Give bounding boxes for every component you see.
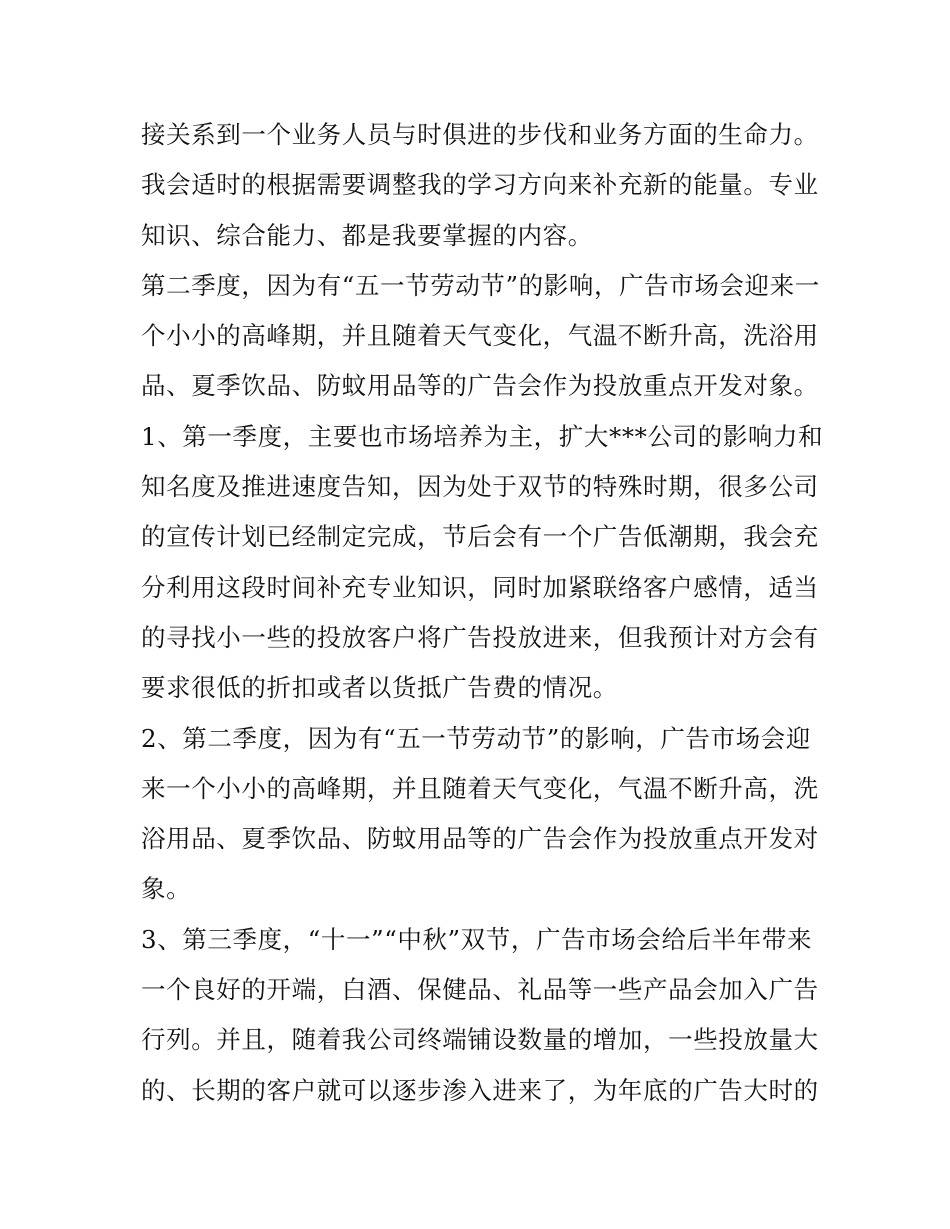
text-line: 1、第一季度，主要也市场培养为主，扩大***公司的影响力和 (141, 421, 824, 451)
text-line: 行列。并且，随着我公司终端铺设数量的增加，一些投放量大 (141, 1025, 819, 1055)
text-line: 分利用这段时间补充专业知识，同时加紧联络客户感情，适当 (141, 572, 819, 602)
text-line: 的寻找小一些的投放客户将广告投放进来，但我预计对方会有 (141, 622, 819, 652)
text-line: 知名度及推进速度告知，因为处于双节的特殊时期，很多公司 (141, 472, 819, 502)
text-line: 一个良好的开端，白酒、保健品、礼品等一些产品会加入广告 (141, 975, 819, 1005)
document-body (141, 110, 824, 1116)
text-line: 的宣传计划已经制定完成，节后会有一个广告低潮期，我会充 (141, 522, 819, 552)
text-line: 我会适时的根据需要调整我的学习方向来补充新的能量。专业 (141, 170, 819, 200)
text-line: 2、第二季度，因为有“五一节劳动节”的影响，广告市场会迎 (141, 723, 811, 753)
text-line: 浴用品、夏季饮品、防蚊用品等的广告会作为投放重点开发对 (141, 824, 819, 854)
text-line: 个小小的高峰期，并且随着天气变化，气温不断升高，洗浴用 (141, 321, 819, 351)
text-line: 第二季度，因为有“五一节劳动节”的影响，广告市场会迎来一 (141, 270, 820, 300)
text-line: 知识、综合能力、都是我要掌握的内容。 (141, 220, 593, 250)
text-line: 的、长期的客户就可以逐步渗入进来了，为年底的广告大时的 (141, 1075, 819, 1105)
text-line: 接关系到一个业务人员与时俱进的步伐和业务方面的生命力。 (141, 120, 819, 149)
text-line: 象。 (141, 874, 192, 904)
text-line: 要求很低的折扣或者以货抵广告费的情况。 (141, 673, 618, 703)
text-line: 3、第三季度，“十一”“中秋”双节，广告市场会给后半年带来 (141, 924, 813, 954)
text-line: 来一个小小的高峰期，并且随着天气变化，气温不断升高，洗 (141, 773, 819, 803)
text-line: 品、夏季饮品、防蚊用品等的广告会作为投放重点开发对象。 (141, 371, 819, 401)
